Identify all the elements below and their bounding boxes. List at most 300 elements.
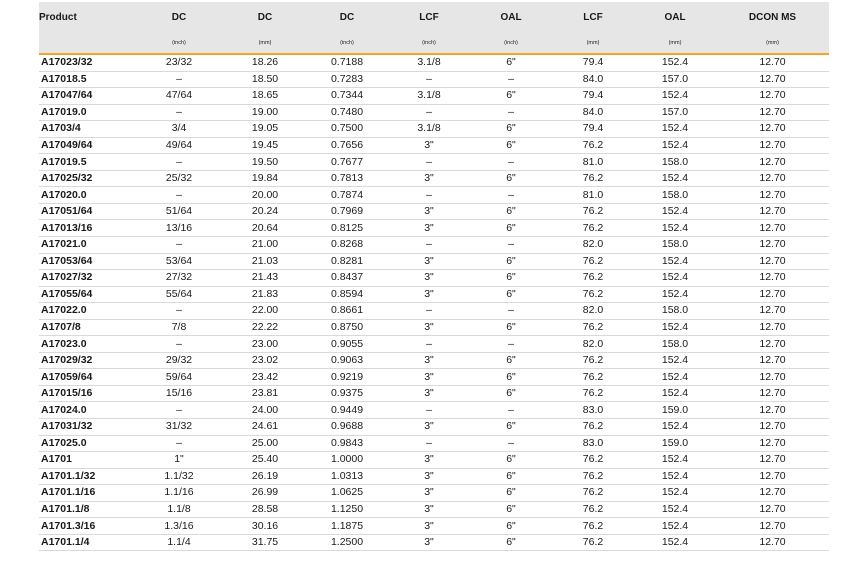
table-cell: 152.4 <box>634 253 716 270</box>
table-cell: 0.8661 <box>306 303 388 320</box>
header-row <box>39 2 829 33</box>
table-cell: 6" <box>470 501 552 518</box>
table-cell: 53/64 <box>134 253 224 270</box>
table-cell: 3" <box>388 203 470 220</box>
unit-label: (mm) <box>552 33 634 54</box>
table-cell: 0.8594 <box>306 286 388 303</box>
table-cell: 51/64 <box>134 203 224 220</box>
table-cell: 159.0 <box>634 402 716 419</box>
table-cell: 21.43 <box>224 270 306 287</box>
table-row <box>39 154 829 171</box>
column-header-dc-mm: DC <box>224 2 306 33</box>
table-cell: 25.40 <box>224 452 306 469</box>
table-cell: 18.50 <box>224 71 306 88</box>
table-cell: – <box>388 187 470 204</box>
table-cell: 0.7500 <box>306 121 388 138</box>
table-cell: 76.2 <box>552 270 634 287</box>
table-row <box>39 485 829 502</box>
column-header-lcf-mm: LCF <box>552 2 634 33</box>
table-row <box>39 319 829 336</box>
table-cell: 0.8125 <box>306 220 388 237</box>
table-cell: 55/64 <box>134 286 224 303</box>
table-row <box>39 352 829 369</box>
table-cell: 3.1/8 <box>388 88 470 105</box>
table-cell: 6" <box>470 452 552 469</box>
table-cell: 76.2 <box>552 352 634 369</box>
table-cell: 6" <box>470 419 552 436</box>
table-cell: 1.1/8 <box>134 501 224 518</box>
table-cell: – <box>388 71 470 88</box>
table-cell: 15/16 <box>134 385 224 402</box>
table-cell: 26.99 <box>224 485 306 502</box>
product-code-cell: A1701 <box>39 452 134 469</box>
table-cell: 12.70 <box>716 187 829 204</box>
table-row <box>39 270 829 287</box>
table-cell: 76.2 <box>552 534 634 551</box>
table-row <box>39 452 829 469</box>
table-cell: – <box>388 104 470 121</box>
table-cell: 12.70 <box>716 137 829 154</box>
table-row <box>39 104 829 121</box>
table-cell: 152.4 <box>634 137 716 154</box>
table-cell: 6" <box>470 518 552 535</box>
table-cell: 0.7874 <box>306 187 388 204</box>
table-cell: 3" <box>388 468 470 485</box>
table-cell: – <box>388 435 470 452</box>
table-cell: 12.70 <box>716 468 829 485</box>
table-cell: 31/32 <box>134 419 224 436</box>
table-cell: 76.2 <box>552 452 634 469</box>
product-code-cell: A17023/32 <box>39 54 134 71</box>
table-cell: 84.0 <box>552 104 634 121</box>
table-cell: – <box>134 104 224 121</box>
table-cell: 12.70 <box>716 104 829 121</box>
table-cell: 79.4 <box>552 88 634 105</box>
table-cell: 12.70 <box>716 270 829 287</box>
table-row <box>39 303 829 320</box>
table-cell: 6" <box>470 54 552 71</box>
table-cell: 158.0 <box>634 237 716 254</box>
table-cell: 6" <box>470 88 552 105</box>
table-cell: 159.0 <box>634 435 716 452</box>
table-cell: 28.58 <box>224 501 306 518</box>
table-cell: 3" <box>388 452 470 469</box>
table-cell: 19.50 <box>224 154 306 171</box>
table-cell: 12.70 <box>716 369 829 386</box>
table-row <box>39 237 829 254</box>
table-cell: 157.0 <box>634 71 716 88</box>
table-cell: 6" <box>470 468 552 485</box>
table-cell: 0.8750 <box>306 319 388 336</box>
table-row <box>39 501 829 518</box>
table-body <box>39 54 829 551</box>
table-cell: 6" <box>470 203 552 220</box>
units-row <box>39 33 829 54</box>
table-cell: 6" <box>470 369 552 386</box>
table-row <box>39 534 829 551</box>
unit-label: (mm) <box>716 33 829 54</box>
table-row <box>39 336 829 353</box>
table-cell: 0.9843 <box>306 435 388 452</box>
table-cell: 25/32 <box>134 170 224 187</box>
table-cell: – <box>470 154 552 171</box>
table-cell: 152.4 <box>634 88 716 105</box>
table-cell: 0.8268 <box>306 237 388 254</box>
table-cell: 152.4 <box>634 501 716 518</box>
table-row <box>39 435 829 452</box>
table-cell: 0.9055 <box>306 336 388 353</box>
table-cell: 76.2 <box>552 485 634 502</box>
table-cell: 1.3/16 <box>134 518 224 535</box>
table-cell: 1" <box>134 452 224 469</box>
table-row <box>39 419 829 436</box>
table-cell: – <box>134 71 224 88</box>
table-cell: 0.8281 <box>306 253 388 270</box>
table-cell: 158.0 <box>634 336 716 353</box>
table-cell: 12.70 <box>716 71 829 88</box>
table-cell: 83.0 <box>552 402 634 419</box>
table-cell: 20.64 <box>224 220 306 237</box>
table-cell: 12.70 <box>716 54 829 71</box>
table-row <box>39 71 829 88</box>
table-cell: 23.42 <box>224 369 306 386</box>
product-code-cell: A17047/64 <box>39 88 134 105</box>
table-cell: 21.83 <box>224 286 306 303</box>
table-cell: 12.70 <box>716 88 829 105</box>
table-cell: 12.70 <box>716 303 829 320</box>
table-cell: – <box>134 336 224 353</box>
table-cell: 3" <box>388 270 470 287</box>
table-cell: 20.00 <box>224 187 306 204</box>
table-cell: 19.00 <box>224 104 306 121</box>
unit-label: (mm) <box>634 33 716 54</box>
table-row <box>39 170 829 187</box>
table-cell: 76.2 <box>552 319 634 336</box>
table-cell: 21.03 <box>224 253 306 270</box>
table-cell: – <box>470 336 552 353</box>
table-row <box>39 369 829 386</box>
table-cell: 59/64 <box>134 369 224 386</box>
product-code-cell: A1701.1/4 <box>39 534 134 551</box>
product-code-cell: A1707/8 <box>39 319 134 336</box>
table-cell: 152.4 <box>634 270 716 287</box>
table-cell: 12.70 <box>716 170 829 187</box>
table-cell: 1.1/16 <box>134 485 224 502</box>
product-code-cell: A17021.0 <box>39 237 134 254</box>
table-cell: 152.4 <box>634 203 716 220</box>
table-cell: 26.19 <box>224 468 306 485</box>
table-row <box>39 137 829 154</box>
product-code-cell: A17059/64 <box>39 369 134 386</box>
table-cell: 158.0 <box>634 303 716 320</box>
table-cell: 158.0 <box>634 154 716 171</box>
table-cell: 152.4 <box>634 352 716 369</box>
table-row <box>39 518 829 535</box>
table-cell: 3" <box>388 369 470 386</box>
table-cell: 76.2 <box>552 137 634 154</box>
table-cell: 76.2 <box>552 203 634 220</box>
column-header-product: Product <box>39 2 134 33</box>
column-header-oal-inch: OAL <box>470 2 552 33</box>
table-row <box>39 253 829 270</box>
table-cell: 1.0313 <box>306 468 388 485</box>
table-cell: 3" <box>388 319 470 336</box>
product-code-cell: A17025/32 <box>39 170 134 187</box>
table-cell: 3" <box>388 485 470 502</box>
table-cell: 152.4 <box>634 518 716 535</box>
table-cell: 0.8437 <box>306 270 388 287</box>
table-cell: 0.9375 <box>306 385 388 402</box>
table-cell: 76.2 <box>552 369 634 386</box>
table-cell: 31.75 <box>224 534 306 551</box>
table-cell: 152.4 <box>634 286 716 303</box>
table-cell: 12.70 <box>716 319 829 336</box>
table-cell: 12.70 <box>716 452 829 469</box>
table-row <box>39 468 829 485</box>
table-cell: 6" <box>470 170 552 187</box>
table-cell: 29/32 <box>134 352 224 369</box>
product-code-cell: A17053/64 <box>39 253 134 270</box>
table-cell: 12.70 <box>716 237 829 254</box>
table-cell: 6" <box>470 121 552 138</box>
product-code-cell: A1701.1/16 <box>39 485 134 502</box>
table-cell: 3" <box>388 220 470 237</box>
table-cell: 0.7283 <box>306 71 388 88</box>
table-cell: 0.7677 <box>306 154 388 171</box>
table-cell: 82.0 <box>552 237 634 254</box>
table-cell: 76.2 <box>552 468 634 485</box>
table-cell: 76.2 <box>552 385 634 402</box>
product-code-cell: A1703/4 <box>39 121 134 138</box>
table-cell: 12.70 <box>716 253 829 270</box>
table-cell: – <box>388 402 470 419</box>
unit-label: (mm) <box>224 33 306 54</box>
table-cell: 81.0 <box>552 187 634 204</box>
table-cell: 12.70 <box>716 419 829 436</box>
table-cell: 12.70 <box>716 220 829 237</box>
table-cell: 152.4 <box>634 369 716 386</box>
product-code-cell: A17022.0 <box>39 303 134 320</box>
table-cell: 23.02 <box>224 352 306 369</box>
table-row <box>39 220 829 237</box>
product-code-cell: A17025.0 <box>39 435 134 452</box>
table-cell: 12.70 <box>716 485 829 502</box>
table-cell: 49/64 <box>134 137 224 154</box>
table-cell: 79.4 <box>552 54 634 71</box>
table-cell: 12.70 <box>716 286 829 303</box>
table-cell: – <box>470 303 552 320</box>
table-cell: 76.2 <box>552 286 634 303</box>
table-row <box>39 286 829 303</box>
table-cell: 12.70 <box>716 435 829 452</box>
table-cell: 19.05 <box>224 121 306 138</box>
table-row <box>39 402 829 419</box>
table-cell: 3/4 <box>134 121 224 138</box>
table-cell: 3" <box>388 518 470 535</box>
table-cell: 3" <box>388 253 470 270</box>
table-cell: 6" <box>470 319 552 336</box>
product-code-cell: A17029/32 <box>39 352 134 369</box>
table-cell: 22.22 <box>224 319 306 336</box>
table-cell: 19.45 <box>224 137 306 154</box>
table-cell: 82.0 <box>552 336 634 353</box>
table-cell: 13/16 <box>134 220 224 237</box>
table-cell: 152.4 <box>634 485 716 502</box>
table-cell: 6" <box>470 220 552 237</box>
table-cell: 12.70 <box>716 518 829 535</box>
table-cell: 0.7188 <box>306 54 388 71</box>
unit-label: (inch) <box>306 33 388 54</box>
table-cell: 23.81 <box>224 385 306 402</box>
table-cell: 3" <box>388 352 470 369</box>
table-cell: 6" <box>470 534 552 551</box>
unit-label: (inch) <box>388 33 470 54</box>
table-cell: 76.2 <box>552 419 634 436</box>
table-cell: 3.1/8 <box>388 54 470 71</box>
table-cell: – <box>470 104 552 121</box>
table-cell: 27/32 <box>134 270 224 287</box>
table-cell: 83.0 <box>552 435 634 452</box>
product-code-cell: A17051/64 <box>39 203 134 220</box>
table-cell: 0.9449 <box>306 402 388 419</box>
table-cell: 25.00 <box>224 435 306 452</box>
table-cell: 0.7480 <box>306 104 388 121</box>
table-cell: 6" <box>470 485 552 502</box>
table-cell: 157.0 <box>634 104 716 121</box>
table-cell: 1.1250 <box>306 501 388 518</box>
table-cell: 3" <box>388 385 470 402</box>
table-cell: 47/64 <box>134 88 224 105</box>
table-cell: 3" <box>388 137 470 154</box>
product-code-cell: A1701.1/32 <box>39 468 134 485</box>
table-cell: 152.4 <box>634 319 716 336</box>
table-cell: 12.70 <box>716 385 829 402</box>
table-row <box>39 88 829 105</box>
table-cell: – <box>388 154 470 171</box>
table-cell: 152.4 <box>634 419 716 436</box>
table-row <box>39 385 829 402</box>
spec-table <box>39 2 829 551</box>
table-cell: – <box>388 237 470 254</box>
table-cell: 20.24 <box>224 203 306 220</box>
table-cell: – <box>470 402 552 419</box>
unit-label <box>39 33 134 54</box>
table-cell: 158.0 <box>634 187 716 204</box>
product-code-cell: A1701.1/8 <box>39 501 134 518</box>
table-cell: 3" <box>388 419 470 436</box>
table-row <box>39 121 829 138</box>
table-cell: 1.1/32 <box>134 468 224 485</box>
table-cell: 76.2 <box>552 501 634 518</box>
product-code-cell: A17027/32 <box>39 270 134 287</box>
table-cell: 1.0625 <box>306 485 388 502</box>
table-cell: – <box>134 237 224 254</box>
column-header-oal-mm: OAL <box>634 2 716 33</box>
table-cell: – <box>388 336 470 353</box>
product-code-cell: A17031/32 <box>39 419 134 436</box>
table-cell: 79.4 <box>552 121 634 138</box>
table-cell: 152.4 <box>634 534 716 551</box>
table-cell: 3" <box>388 534 470 551</box>
table-cell: – <box>134 187 224 204</box>
product-code-cell: A17049/64 <box>39 137 134 154</box>
table-row <box>39 187 829 204</box>
table-cell: 6" <box>470 385 552 402</box>
table-cell: 0.7813 <box>306 170 388 187</box>
table-cell: 12.70 <box>716 402 829 419</box>
table-cell: 0.7969 <box>306 203 388 220</box>
table-cell: 23.00 <box>224 336 306 353</box>
table-cell: 76.2 <box>552 253 634 270</box>
table-cell: 22.00 <box>224 303 306 320</box>
spec-table-container <box>39 2 829 551</box>
column-header-dcon-ms: DCON MS <box>716 2 829 33</box>
table-cell: 152.4 <box>634 385 716 402</box>
table-cell: 76.2 <box>552 170 634 187</box>
table-cell: 3" <box>388 286 470 303</box>
product-code-cell: A17055/64 <box>39 286 134 303</box>
unit-label: (inch) <box>470 33 552 54</box>
table-cell: 1.1875 <box>306 518 388 535</box>
table-cell: – <box>470 187 552 204</box>
table-cell: 0.9219 <box>306 369 388 386</box>
table-cell: 152.4 <box>634 468 716 485</box>
table-cell: 18.65 <box>224 88 306 105</box>
table-cell: 12.70 <box>716 501 829 518</box>
column-header-lcf-inch: LCF <box>388 2 470 33</box>
table-row <box>39 54 829 71</box>
table-row <box>39 203 829 220</box>
table-cell: 6" <box>470 352 552 369</box>
table-cell: 3" <box>388 501 470 518</box>
product-code-cell: A17015/16 <box>39 385 134 402</box>
table-cell: 0.7656 <box>306 137 388 154</box>
table-cell: 7/8 <box>134 319 224 336</box>
product-code-cell: A17018.5 <box>39 71 134 88</box>
table-cell: 6" <box>470 253 552 270</box>
table-cell: 12.70 <box>716 352 829 369</box>
table-cell: 0.9688 <box>306 419 388 436</box>
table-cell: 12.70 <box>716 154 829 171</box>
table-cell: 18.26 <box>224 54 306 71</box>
product-code-cell: A17019.0 <box>39 104 134 121</box>
product-code-cell: A17020.0 <box>39 187 134 204</box>
table-cell: 3" <box>388 170 470 187</box>
table-cell: 24.00 <box>224 402 306 419</box>
table-cell: 12.70 <box>716 534 829 551</box>
column-header-dc-decimal: DC <box>306 2 388 33</box>
table-cell: 76.2 <box>552 518 634 535</box>
table-cell: 6" <box>470 270 552 287</box>
product-code-cell: A17024.0 <box>39 402 134 419</box>
column-header-dc-inch: DC <box>134 2 224 33</box>
table-cell: – <box>134 402 224 419</box>
table-cell: 1.2500 <box>306 534 388 551</box>
table-cell: 24.61 <box>224 419 306 436</box>
table-cell: – <box>470 435 552 452</box>
table-cell: – <box>470 71 552 88</box>
table-cell: – <box>470 237 552 254</box>
table-cell: 1.0000 <box>306 452 388 469</box>
table-cell: 0.9063 <box>306 352 388 369</box>
table-cell: 23/32 <box>134 54 224 71</box>
table-cell: 12.70 <box>716 121 829 138</box>
table-cell: 152.4 <box>634 121 716 138</box>
product-code-cell: A1701.3/16 <box>39 518 134 535</box>
unit-label: (inch) <box>134 33 224 54</box>
table-cell: 3.1/8 <box>388 121 470 138</box>
table-cell: 30.16 <box>224 518 306 535</box>
